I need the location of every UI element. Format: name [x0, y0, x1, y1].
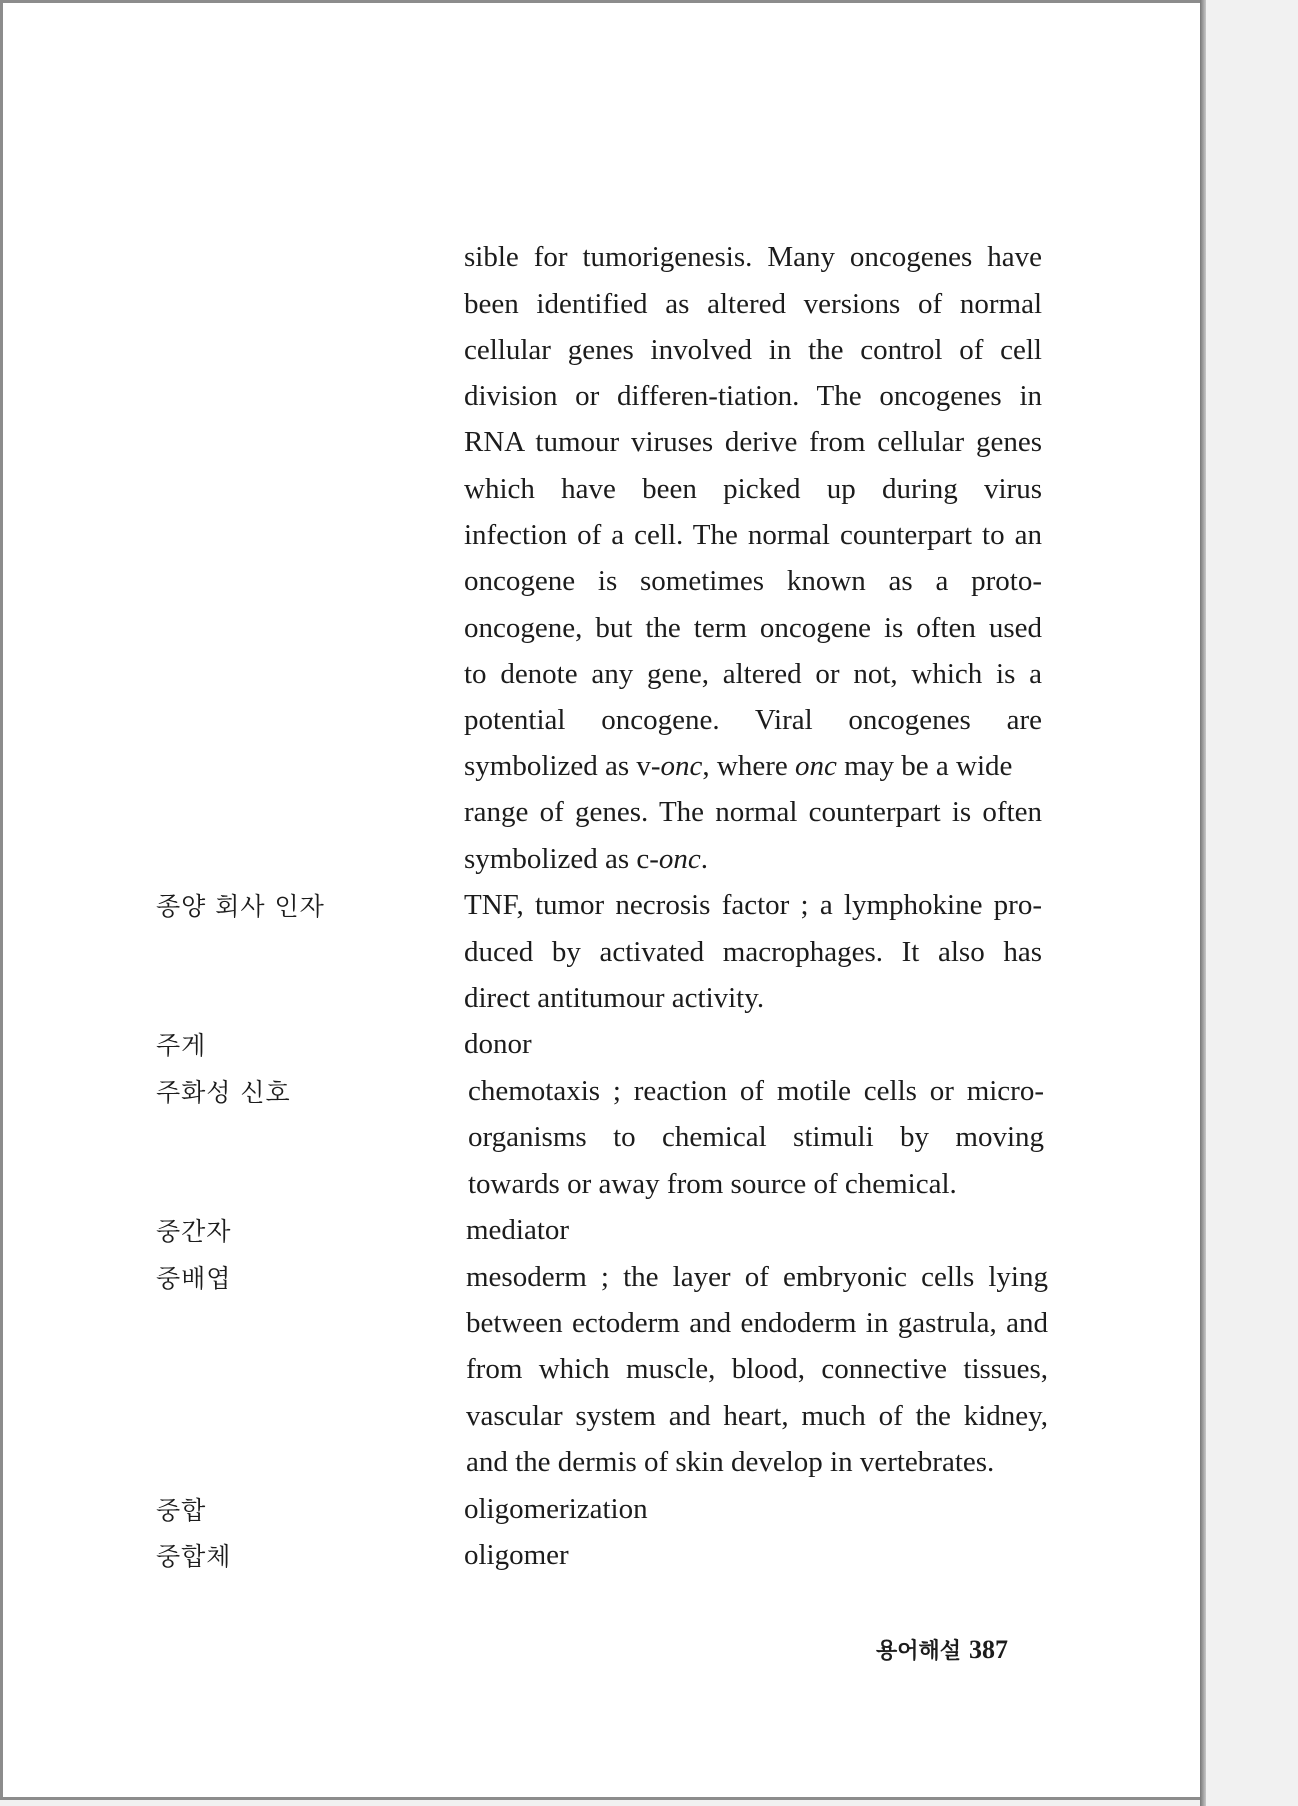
definition-line: duced by activated macrophages. It also has: [464, 936, 1042, 968]
glossary-term: 중배엽: [156, 1264, 232, 1293]
text-line: cellular genes involved in the control of cell: [464, 334, 1042, 366]
footer-section-label: 용어해설: [876, 1639, 962, 1664]
definition-line: direct antitumour activity.: [464, 982, 765, 1014]
definition-line: oligomer: [464, 1539, 569, 1571]
text-line: [464, 749, 1042, 783]
definition-line: mesoderm ; the layer of embryonic cells lying: [466, 1261, 1048, 1293]
definition-line: towards or away from source of chemical.: [468, 1168, 957, 1200]
glossary-term: 중합체: [156, 1542, 232, 1571]
glossary-term: 중간자: [156, 1217, 232, 1246]
glossary-term: 주화성 신호: [156, 1078, 291, 1107]
text-line: which have been picked up during virus: [464, 473, 1042, 505]
definition-line: organisms to chemical stimuli by moving: [468, 1121, 1044, 1153]
definition-line: TNF, tumor necrosis factor ; a lymphokine pro-: [464, 889, 1042, 921]
definition-line: donor: [464, 1028, 532, 1060]
page-footer: [876, 1634, 1008, 1665]
text-line: potential oncogene. Viral oncogenes are: [464, 704, 1042, 736]
definition-line: chemotaxis ; reaction of motile cells or micro-: [468, 1075, 1044, 1107]
definition-line: from which muscle, blood, connective tissues,: [466, 1353, 1048, 1385]
text-line: oncogene, but the term oncogene is often used: [464, 612, 1042, 644]
page-edge-shadow: [1200, 0, 1206, 1806]
definition-line: and the dermis of skin develop in vertebrates.: [466, 1446, 995, 1478]
definition-line: between ectoderm and endoderm in gastrula, and: [466, 1307, 1048, 1339]
glossary-term: 주게: [156, 1031, 207, 1060]
text-line: infection of a cell. The normal counterpart to an: [464, 519, 1042, 551]
definition-line: mediator: [466, 1214, 570, 1246]
definition-line: oligomerization: [464, 1493, 648, 1525]
text-line: oncogene is sometimes known as a proto-: [464, 565, 1042, 597]
text-line: to denote any gene, altered or not, which is a: [464, 658, 1042, 690]
text-line: range of genes. The normal counterpart is often: [464, 796, 1042, 828]
text-line: been identified as altered versions of normal: [464, 288, 1042, 320]
text-line: division or differen-tiation. The oncogenes in: [464, 380, 1042, 412]
glossary-term: 종양 회사 인자: [156, 892, 325, 921]
glossary-term: 중합: [156, 1496, 207, 1525]
definition-line: vascular system and heart, much of the kidney,: [466, 1400, 1048, 1432]
text-line: sible for tumorigenesis. Many oncogenes have: [464, 241, 1042, 273]
page-number: 387: [969, 1635, 1009, 1664]
text-segment: symbolized as v-onc, where onc may be a wide: [464, 750, 1013, 782]
text-line: symbolized as c-onc.: [464, 843, 709, 875]
text-line: RNA tumour viruses derive from cellular genes: [464, 426, 1042, 458]
